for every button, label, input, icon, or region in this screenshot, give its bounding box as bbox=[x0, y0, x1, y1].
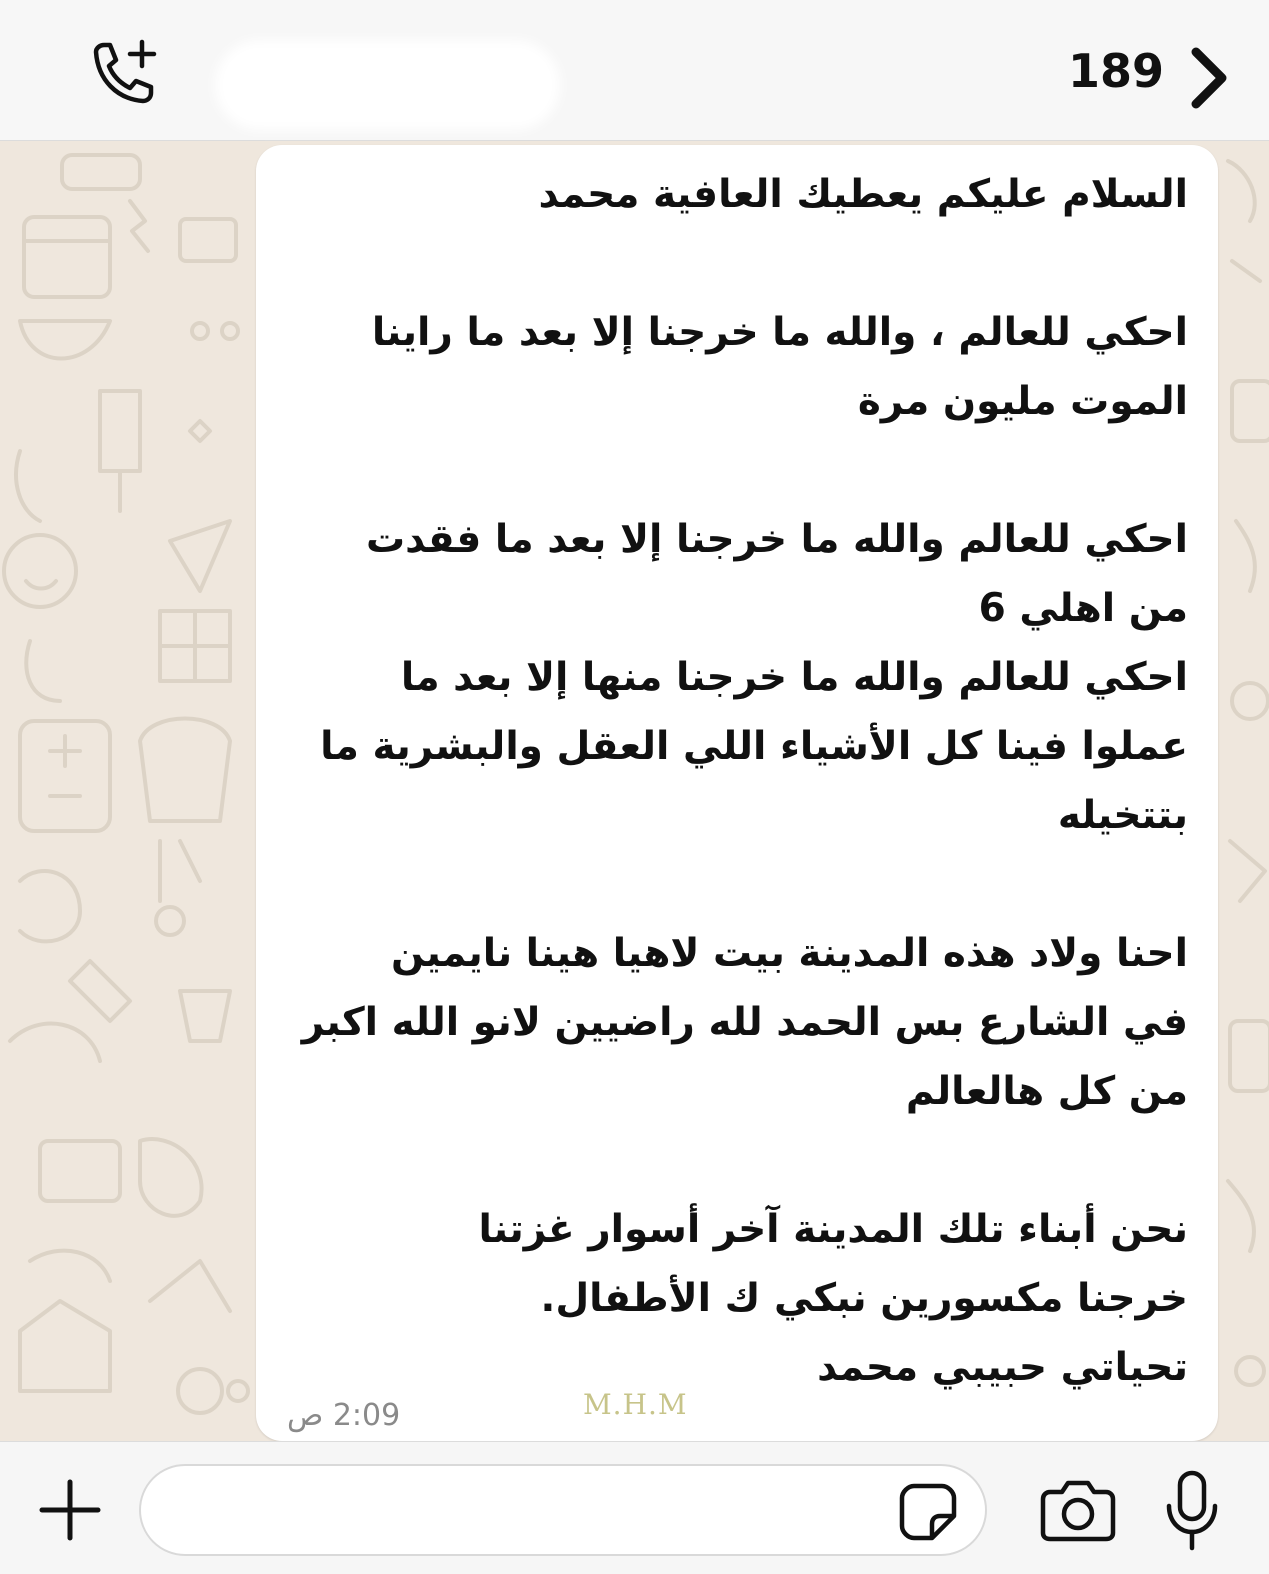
message-line: احنا ولاد هذه المدينة بيت لاهيا هينا نايمين bbox=[391, 931, 1188, 976]
message-line: عملوا فينا كل الأشياء اللي العقل والبشرية ما bbox=[320, 724, 1188, 769]
unread-count-badge: 189 bbox=[1068, 44, 1165, 98]
message-timestamp: 2:09 ص bbox=[287, 1398, 401, 1433]
message-line: نحن أبناء تلك المدينة آخر أسوار غزتنا bbox=[478, 1207, 1188, 1252]
watermark-text: M.H.M bbox=[583, 1388, 688, 1421]
message-line: خرجنا مكسورين نبكي ك الأطفال. bbox=[540, 1276, 1188, 1321]
contact-name-blurred[interactable] bbox=[215, 40, 560, 130]
message-line: من كل هالعالم bbox=[905, 1069, 1188, 1114]
add-call-icon[interactable] bbox=[86, 38, 162, 110]
message-line: من اهلي 6 bbox=[978, 586, 1188, 631]
message-line: في الشارع بس الحمد لله راضيين لانو الله اكبر bbox=[301, 1000, 1188, 1045]
message-line: تحياتي حبيبي محمد bbox=[817, 1345, 1188, 1390]
message-line: احكي للعالم والله ما خرجنا إلا بعد ما فقدت bbox=[365, 517, 1188, 562]
microphone-icon[interactable] bbox=[1164, 1470, 1220, 1552]
message-input[interactable] bbox=[139, 1464, 987, 1556]
plus-icon[interactable] bbox=[38, 1478, 102, 1542]
message-line: السلام عليكم يعطيك العافية محمد bbox=[538, 172, 1188, 217]
message-line: بتتخيله bbox=[1057, 793, 1188, 838]
message-line: الموت مليون مرة bbox=[857, 379, 1188, 424]
camera-icon[interactable] bbox=[1040, 1478, 1116, 1542]
sticker-icon[interactable] bbox=[898, 1482, 958, 1542]
message-text bbox=[270, 160, 1188, 1402]
message-line-gap bbox=[270, 1126, 1188, 1195]
message-line-gap bbox=[270, 229, 1188, 298]
message-line: احكي للعالم والله ما خرجنا منها إلا بعد ما bbox=[400, 655, 1188, 700]
message-line-gap bbox=[270, 436, 1188, 505]
message-line-gap bbox=[270, 850, 1188, 919]
message-line: احكي للعالم ، والله ما خرجنا إلا بعد ما راينا bbox=[371, 310, 1188, 355]
chevron-right-icon[interactable] bbox=[1186, 46, 1232, 110]
